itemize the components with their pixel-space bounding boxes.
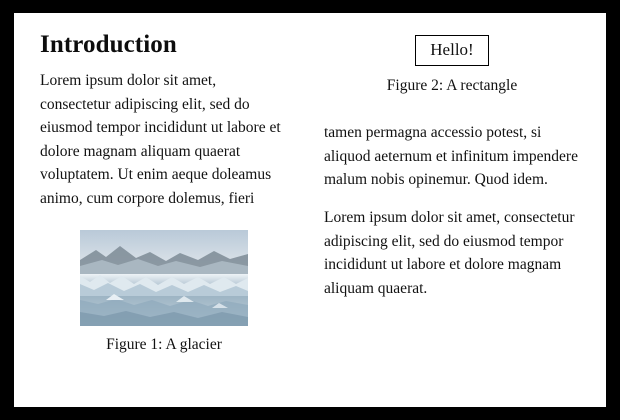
figure-2 xyxy=(324,35,580,95)
page-title: Introduction xyxy=(40,31,177,58)
glacier-image xyxy=(80,230,248,326)
right-text-block xyxy=(324,121,580,300)
left-body-paragraph: Lorem ipsum dolor sit amet, consectetur adipiscing elit, sed do eiusmod tempor incididunt ut labore et dolore magnam aliquam quaerat voluptatem. Ut enim aeque doleamus animo, cum corpore dolemus, fieri xyxy=(40,72,281,207)
figure-2-rectangle: Hello! xyxy=(415,35,488,66)
left-column xyxy=(40,31,310,354)
right-body-paragraph-1: tamen permagna accessio potest, si aliquod aeternum et infinitum impendere malum nobis opinemur. Quod idem. xyxy=(324,124,578,189)
figure-1-caption: Figure 1: A glacier xyxy=(106,336,222,354)
figure-1 xyxy=(40,230,288,354)
document-page xyxy=(14,13,606,407)
right-body-paragraph-2: Lorem ipsum dolor sit amet, consectetur adipiscing elit, sed do eiusmod tempor incididunt ut labore et dolore magnam aliquam quaerat. xyxy=(324,209,575,297)
right-column xyxy=(310,31,580,314)
figure-2-caption: Figure 2: A rectangle xyxy=(386,77,518,95)
